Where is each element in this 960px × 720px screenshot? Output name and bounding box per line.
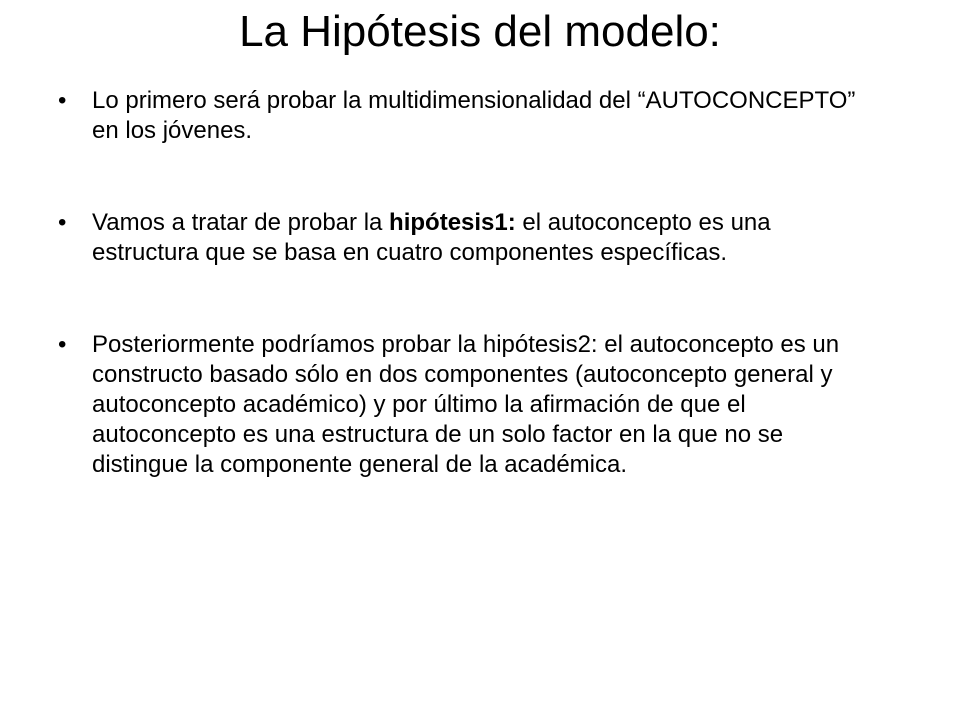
bullet-text-1: Lo primero será probar la multidimensionalidad del “AUTOCONCEPTO” en los jóvenes. <box>92 87 856 144</box>
bullet-dot-icon: • <box>58 331 67 358</box>
bullet-item-1 <box>58 86 878 146</box>
bullet-text-2-bold: hipótesis1: <box>389 209 516 236</box>
bullet-text-2-suffix: el autoconcepto es una estructura que se basa en cuatro componentes específicas. <box>92 209 771 266</box>
bullet-text-2-prefix: Vamos a tratar de probar la <box>92 209 390 236</box>
bullet-text-3: Posteriormente podríamos probar la hipótesis2: el autoconcepto es un constructo basado sólo en dos componentes (autoconcepto general y autoconcepto académico) y por último la afirmación de que el autoconcepto es una estructura de un solo factor en la que no se distingue la componente general de la académica. <box>92 331 840 478</box>
bullet-item-2 <box>58 208 878 268</box>
bullet-dot-icon: • <box>58 87 67 114</box>
slide-title: La Hipótesis del modelo: <box>239 7 721 56</box>
bullet-dot-icon: • <box>58 209 67 236</box>
bullet-item-3 <box>58 330 878 480</box>
bullet-list <box>58 86 878 480</box>
